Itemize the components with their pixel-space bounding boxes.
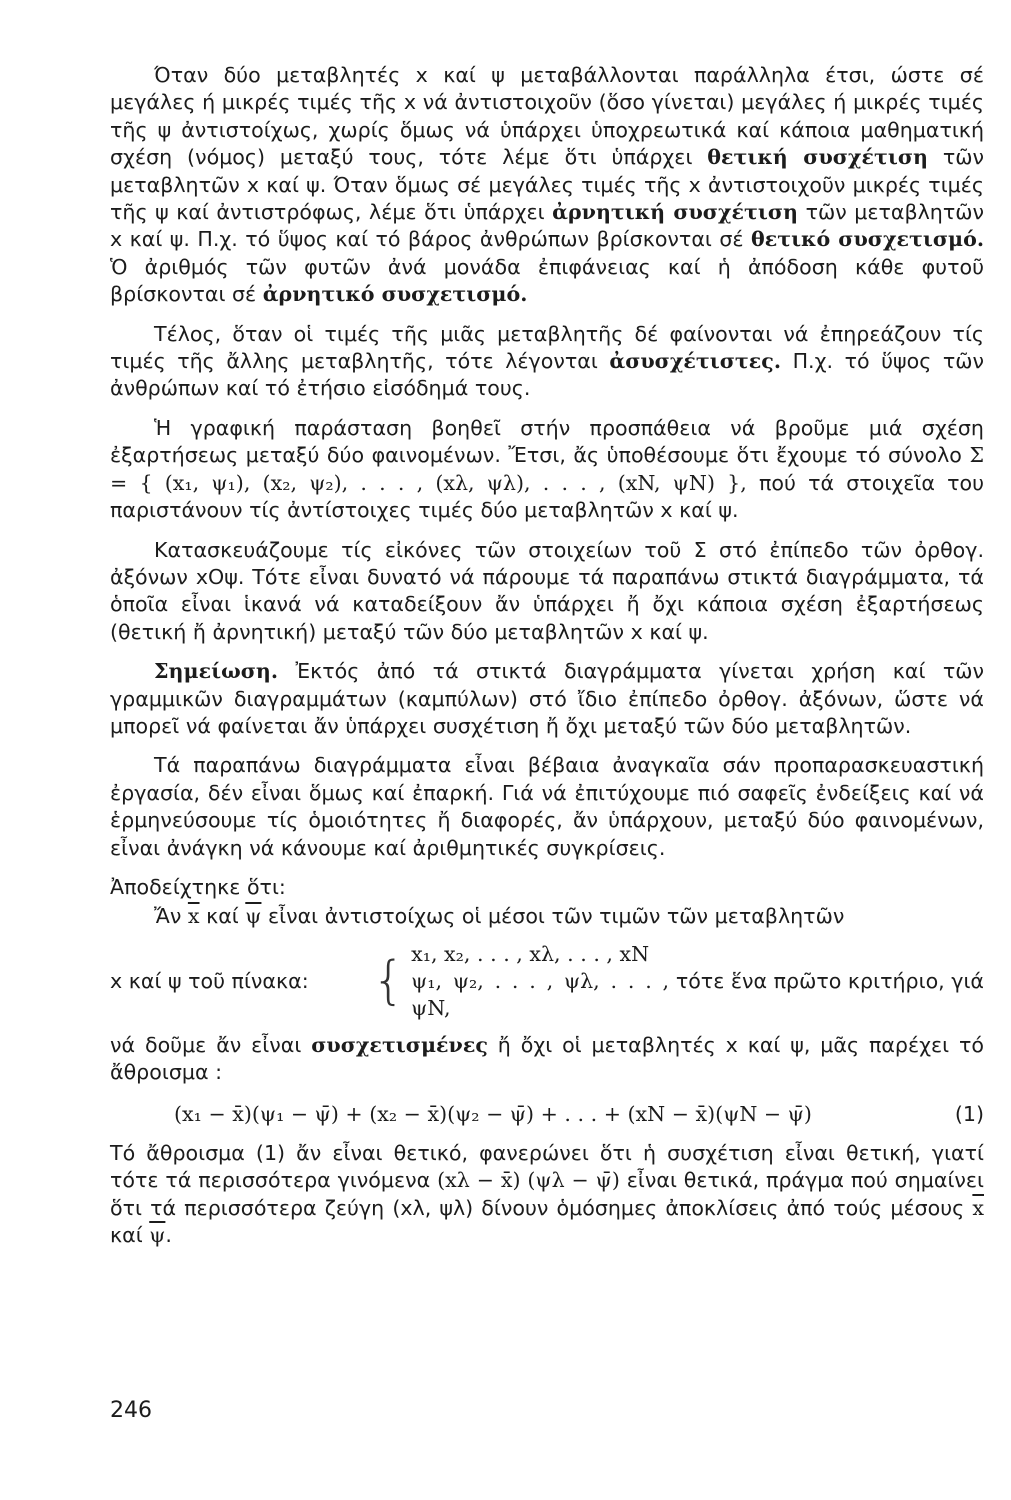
set-notation: Σ = { (x₁, ψ₁), (x₂, ψ₂), . . . , (xλ, ψλ), . . . , (xN, ψN) }, xyxy=(110,443,985,495)
paragraph-uncorrelated: Τέλος, ὅταν οἱ τιμές τῆς μιᾶς μεταβλητῆς δέ φαίνονται νά ἐπηρεάζουν τίς τιμές τῆς ἄλλης μεταβλητῆς, τότε λέγονται ἀσυσχέτιστες. Π.χ. τό ὕψος τῶν ἀνθρώπων καί τό ἐτήσιο εἰσόδημά τους. xyxy=(110,321,985,401)
term-correlated: συσχετισμένες xyxy=(311,1032,488,1057)
equation-1 xyxy=(110,1101,984,1128)
paragraph-graphical: Ἡ γραφική παράσταση βοηθεῖ στήν προσπάθεια νά βροῦμε μιά σχέση ἐξαρτήσεως μεταξύ δύο φαινομένων. Ἔτσι, ἄς ὑποθέσουμε ὅτι ἔχουμε τό σύνολο Σ = { (x₁, ψ₁), (x₂, ψ₂), . . . , (xλ, ψλ), . . . , (xN, ψN) }, πού τά στοιχεῖα του παριστάνουν τίς ἀντίστοιχες τιμές δύο μεταβλητῶν x καί ψ. xyxy=(110,415,985,523)
paragraph-scatter: Κατασκευάζουμε τίς εἰκόνες τῶν στοιχείων τοῦ Σ στό ἐπίπεδο τῶν ὀρθογ. ἀξόνων xOψ. Τότε εἶναι δυνατό νά πάρουμε τά παραπάνω στικτά διαγράμματα, τά ὁποῖα εἶναι ἱκανά νά καταδείξουν ἄν ὑπάρχει ἤ ὄχι κάποια σχέση ἐξαρτήσεως (θετική ἤ ἀρνητική) μεταξύ τῶν δύο μεταβλητῶν x καί ψ. xyxy=(110,537,984,644)
equation-body: (x₁ − x̄)(ψ₁ − ψ̄) + (x₂ − x̄)(ψ₂ − ψ̄) + . . . + (xN − x̄)(ψN − ψ̄) xyxy=(174,1101,812,1126)
table-tail-text: τότε ἕνα πρῶτο κριτήριο, γιά xyxy=(675,968,984,993)
term-positive-correlation-2: θετικό συσχετισμό. xyxy=(750,227,984,252)
paragraph-arithmetic: Τά παραπάνω διαγράμματα εἶναι βέβαια ἀναγκαῖα σάν προπαρασκευαστική ἐργασία, δέν εἶναι ὅμως καί ἐπαρκή. Γιά νά ἐπιτύχουμε πιό σαφεῖς ἐνδείξεις καί νά ἑρμηνεύσουμε τίς ὁμοιότητες ἤ διαφορές, ἄν ὑπάρχουν, μεταξύ δύο φαινομένων, εἶναι ἀνάγκη νά κάνουμε καί ἀριθμητικές συγκρίσεις. xyxy=(110,753,984,860)
body-text xyxy=(110,62,984,1262)
mean-psi: $\overline{\psi}$ xyxy=(245,904,262,929)
paragraph-criterion: νά δοῦμε ἄν εἶναι συσχετισμένες ἤ ὄχι οἱ μεταβλητές x καί ψ, μᾶς παρέχει τό ἄθροισμα : xyxy=(110,1032,985,1085)
term-negative-correlation: ἀρνητική συσχέτιση xyxy=(552,200,799,225)
term-positive-correlation: θετική συσχέτιση xyxy=(707,145,928,170)
paragraph-proven: Ἀποδείχτηκε ὅτι: xyxy=(110,874,286,899)
paragraph-correlation-definition: Όταν δύο μεταβλητές x καί ψ μεταβάλλονται παράλληλα έτσι, ώστε σέ μεγάλες ή μικρές τιμές τῆς x νά ἀντιστοιχοῦν (ὅσο γίνεται) μεγάλες ή μικρές τιμές τῆς ψ ἀντιστοίχως, χωρίς ὅμως νά ὑπάρχει ὑποχρεωτικά καί κάποια μαθηματική σχέση (νόμος) μεταξύ τους, τότε λέμε ὅτι ὑπάρχει θετική συσχέτιση τῶν μεταβλητῶν x καί ψ. Όταν ὅμως σέ μεγάλες τιμές τῆς x ἀντιστοιχοῦν μικρές τιμές τῆς ψ καί ἀντιστρόφως, λέμε ὅτι ὑπάρχει ἀρνητική συσχέτιση τῶν μεταβλητῶν x καί ψ. Π.χ. τό ὕψος καί τό βάρος ἀνθρώπων βρίσκονται σέ θετικό συσχετισμό. Ὁ ἀριθμός τῶν φυτῶν ἀνά μονάδα ἐπιφάνειας καί ἡ ἀπόδοση κάθε φυτοῦ βρίσκονται σέ ἀρνητικό συσχετισμό. xyxy=(110,63,985,307)
page-number: 246 xyxy=(110,1398,152,1423)
table-lead-text: x καί ψ τοῦ πίνακα: xyxy=(110,968,309,993)
product-term: (xλ − x̄) (ψλ − ψ̄) xyxy=(437,1168,620,1193)
mean-psi-2: $\overline{\psi}$ xyxy=(149,1223,166,1248)
psi-values-row: ψ₁, ψ₂, . . . , ψλ, . . . , ψN, xyxy=(411,968,670,1020)
note-label: Σημείωση. xyxy=(154,659,279,684)
paragraph-means: Ἄν $\overline{x}$ καί $\overline{\psi}$ εἶναι ἀντιστοίχως οἱ μέσοι τῶν τιμῶν τῶν μεταβλητῶν xyxy=(154,904,845,929)
paragraph-note: Σημείωση. Ἐκτός ἀπό τά στικτά διαγράμματα γίνεται χρήση καί τῶν γραμμικῶν διαγραμμάτων (καμπύλων) στό ἴδιο ἐπίπεδο ὀρθογ. ἀξόνων, ὥστε νά μπορεῖ νά φαίνεται ἄν ὑπάρχει συσχέτιση ἤ ὄχι μεταξύ τῶν δύο μεταβλητῶν. xyxy=(110,659,984,738)
term-uncorrelated: ἀσυσχέτιστες. xyxy=(609,349,782,374)
x-values-row: x₁, x₂, . . . , xλ, . . . , xN xyxy=(411,941,650,966)
table-rows xyxy=(411,941,669,1022)
equation-number: (1) xyxy=(954,1101,984,1126)
paragraph-sum-interpretation: Τό ἄθροισμα (1) ἄν εἶναι θετικό, φανερώνει ὅτι ἡ συσχέτιση εἶναι θετική, γιατί τότε τά περισσότερα γινόμενα (xλ − x̄) (ψλ − ψ̄) εἶναι θετικά, πράγμα πού σημαίνει ὅτι τά περισσότερα ζεύγη (xλ, ψλ) δίνουν ὁμόσημες ἀποκλίσεις ἀπό τούς μέσους $\overline{x}$ καί $\overline{\psi}$. xyxy=(110,1141,985,1248)
mean-x-2: $\overline{x}$ xyxy=(972,1195,984,1220)
term-negative-correlation-2: ἀρνητικό συσχετισμό. xyxy=(262,282,528,307)
left-brace: { xyxy=(372,951,406,1012)
values-table xyxy=(110,941,984,1022)
mean-x: $\overline{x}$ xyxy=(187,904,200,929)
